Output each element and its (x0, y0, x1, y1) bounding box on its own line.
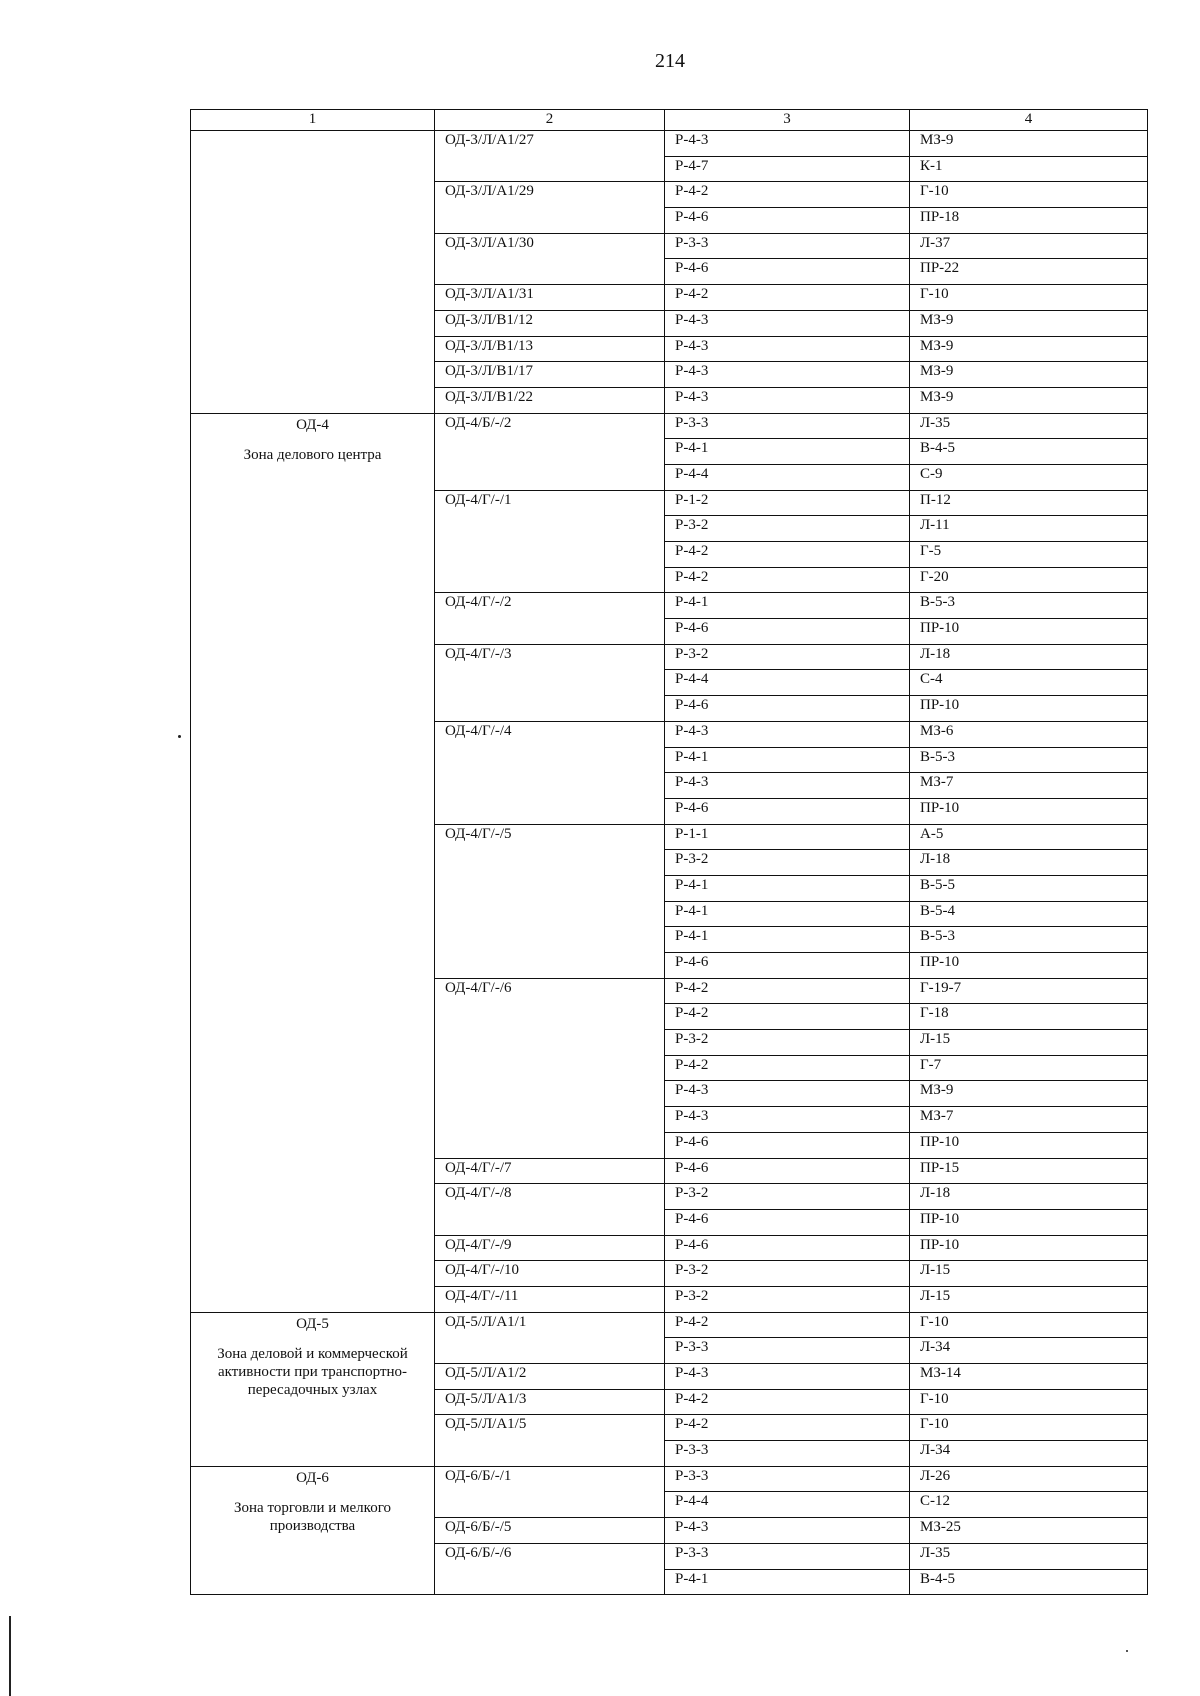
regulation-code: Р-4-3 (665, 773, 910, 799)
object-code: Г-10 (910, 1415, 1148, 1441)
table-row (191, 1466, 1148, 1492)
regulation-code: Р-4-3 (665, 310, 910, 336)
object-code: Л-11 (910, 516, 1148, 542)
object-code: Г-5 (910, 542, 1148, 568)
regulation-code: Р-3-3 (665, 233, 910, 259)
regulation-code: Р-3-3 (665, 1543, 910, 1569)
object-code: Л-35 (910, 413, 1148, 439)
subzone-code: ОД-4/Г/-/9 (435, 1235, 665, 1261)
regulation-code: Р-3-2 (665, 644, 910, 670)
regulation-code: Р-4-4 (665, 1492, 910, 1518)
object-code: МЗ-7 (910, 773, 1148, 799)
object-code: В-5-3 (910, 593, 1148, 619)
object-code: ПР-10 (910, 696, 1148, 722)
subzone-code: ОД-5/Л/А1/5 (435, 1415, 665, 1466)
regulation-code: Р-4-2 (665, 1415, 910, 1441)
regulation-code: Р-4-1 (665, 1569, 910, 1595)
object-code: МЗ-7 (910, 1107, 1148, 1133)
object-code: Л-34 (910, 1441, 1148, 1467)
subzone-code: ОД-4/Г/-/1 (435, 490, 665, 593)
object-code: В-5-4 (910, 901, 1148, 927)
subzone-code: ОД-3/Л/А1/31 (435, 285, 665, 311)
subzone-code: ОД-3/Л/А1/27 (435, 131, 665, 182)
zone-cell (191, 1466, 435, 1594)
regulation-code: Р-3-2 (665, 1261, 910, 1287)
regulation-code: Р-4-3 (665, 131, 910, 157)
object-code: Л-18 (910, 1184, 1148, 1210)
regulation-code: Р-4-1 (665, 875, 910, 901)
regulation-code: Р-4-6 (665, 1209, 910, 1235)
column-header: 4 (910, 110, 1148, 131)
regulation-code: Р-4-6 (665, 208, 910, 234)
object-code: Л-15 (910, 1261, 1148, 1287)
subzone-code: ОД-6/Б/-/5 (435, 1518, 665, 1544)
subzone-code: ОД-4/Г/-/5 (435, 824, 665, 978)
object-code: Л-35 (910, 1543, 1148, 1569)
object-code: МЗ-25 (910, 1518, 1148, 1544)
object-code: Г-20 (910, 567, 1148, 593)
object-code: МЗ-9 (910, 1081, 1148, 1107)
regulation-code: Р-3-3 (665, 1441, 910, 1467)
object-code: П-12 (910, 490, 1148, 516)
object-code: МЗ-14 (910, 1364, 1148, 1390)
table-row (191, 413, 1148, 439)
regulation-code: Р-3-2 (665, 516, 910, 542)
object-code: С-9 (910, 464, 1148, 490)
object-code: В-5-5 (910, 875, 1148, 901)
object-code: Л-26 (910, 1466, 1148, 1492)
regulation-code: Р-4-3 (665, 1081, 910, 1107)
object-code: МЗ-9 (910, 336, 1148, 362)
subzone-code: ОД-3/Л/А1/29 (435, 182, 665, 233)
object-code: МЗ-9 (910, 387, 1148, 413)
object-code: В-4-5 (910, 1569, 1148, 1595)
regulation-code: Р-4-3 (665, 362, 910, 388)
regulation-code: Р-4-3 (665, 387, 910, 413)
regulation-code: Р-4-6 (665, 696, 910, 722)
subzone-code: ОД-3/Л/В1/12 (435, 310, 665, 336)
regulation-code: Р-4-2 (665, 182, 910, 208)
regulation-code: Р-3-2 (665, 1286, 910, 1312)
regulation-code: Р-4-2 (665, 1312, 910, 1338)
object-code: МЗ-9 (910, 362, 1148, 388)
object-code: С-4 (910, 670, 1148, 696)
regulation-code: Р-4-7 (665, 156, 910, 182)
scan-speck (178, 735, 181, 738)
subzone-code: ОД-6/Б/-/1 (435, 1466, 665, 1517)
zone-code: ОД-5 (296, 1315, 329, 1332)
page-number: 214 (655, 50, 685, 72)
regulation-code: Р-4-2 (665, 567, 910, 593)
regulation-code: Р-4-2 (665, 978, 910, 1004)
regulation-code: Р-4-6 (665, 259, 910, 285)
object-code: С-12 (910, 1492, 1148, 1518)
subzone-code: ОД-4/Б/-/2 (435, 413, 665, 490)
subzone-code: ОД-5/Л/А1/1 (435, 1312, 665, 1363)
regulation-code: Р-3-3 (665, 413, 910, 439)
scan-edge-line (9, 1616, 11, 1696)
regulation-code: Р-4-1 (665, 593, 910, 619)
object-code: Г-19-7 (910, 978, 1148, 1004)
subzone-code: ОД-4/Г/-/11 (435, 1286, 665, 1312)
object-code: Г-10 (910, 1389, 1148, 1415)
object-code: Л-18 (910, 644, 1148, 670)
object-code: ПР-15 (910, 1158, 1148, 1184)
object-code: Г-18 (910, 1004, 1148, 1030)
subzone-code: ОД-3/Л/А1/30 (435, 233, 665, 284)
regulation-code: Р-4-6 (665, 1235, 910, 1261)
table-row (191, 1312, 1148, 1338)
subzone-code: ОД-5/Л/А1/2 (435, 1364, 665, 1390)
regulation-code: Р-3-3 (665, 1466, 910, 1492)
regulation-code: Р-1-1 (665, 824, 910, 850)
subzone-code: ОД-3/Л/В1/22 (435, 387, 665, 413)
regulation-code: Р-3-2 (665, 1184, 910, 1210)
regulation-code: Р-1-2 (665, 490, 910, 516)
regulation-code: Р-4-3 (665, 1518, 910, 1544)
object-code: ПР-10 (910, 1209, 1148, 1235)
object-code: Л-15 (910, 1030, 1148, 1056)
object-code: ПР-22 (910, 259, 1148, 285)
zone-code: ОД-4 (296, 416, 329, 433)
object-code: ПР-10 (910, 798, 1148, 824)
zone-name: Зона торговли и мелкого производства (234, 1499, 391, 1534)
column-header: 2 (435, 110, 665, 131)
regulation-code: Р-4-3 (665, 1107, 910, 1133)
object-code: Л-18 (910, 850, 1148, 876)
zone-name: Зона деловой и коммерческой активности при транспортно-пересадочных узлах (217, 1345, 408, 1398)
regulation-code: Р-4-1 (665, 747, 910, 773)
object-code: А-5 (910, 824, 1148, 850)
subzone-code: ОД-4/Г/-/7 (435, 1158, 665, 1184)
column-header: 1 (191, 110, 435, 131)
zone-cell (191, 131, 435, 414)
object-code: ПР-18 (910, 208, 1148, 234)
object-code: МЗ-9 (910, 131, 1148, 157)
zone-cell (191, 413, 435, 1312)
subzone-code: ОД-4/Г/-/2 (435, 593, 665, 644)
scan-speck (1126, 1650, 1128, 1652)
object-code: Г-7 (910, 1055, 1148, 1081)
regulation-code: Р-4-2 (665, 285, 910, 311)
subzone-code: ОД-3/Л/В1/13 (435, 336, 665, 362)
subzone-code: ОД-6/Б/-/6 (435, 1543, 665, 1594)
regulation-code: Р-3-3 (665, 1338, 910, 1364)
zoning-table (190, 109, 1148, 1595)
subzone-code: ОД-4/Г/-/8 (435, 1184, 665, 1235)
regulation-code: Р-4-1 (665, 901, 910, 927)
regulation-code: Р-4-3 (665, 1364, 910, 1390)
regulation-code: Р-4-3 (665, 336, 910, 362)
column-header: 3 (665, 110, 910, 131)
subzone-code: ОД-5/Л/А1/3 (435, 1389, 665, 1415)
object-code: К-1 (910, 156, 1148, 182)
object-code: Г-10 (910, 1312, 1148, 1338)
object-code: Г-10 (910, 182, 1148, 208)
object-code: ПР-10 (910, 619, 1148, 645)
object-code: В-4-5 (910, 439, 1148, 465)
object-code: Г-10 (910, 285, 1148, 311)
regulation-code: Р-4-6 (665, 798, 910, 824)
object-code: Л-37 (910, 233, 1148, 259)
object-code: ПР-10 (910, 953, 1148, 979)
regulation-code: Р-4-4 (665, 464, 910, 490)
regulation-code: Р-4-6 (665, 1158, 910, 1184)
regulation-code: Р-4-2 (665, 542, 910, 568)
table-row (191, 131, 1148, 157)
regulation-code: Р-4-4 (665, 670, 910, 696)
subzone-code: ОД-4/Г/-/4 (435, 721, 665, 824)
regulation-code: Р-3-2 (665, 1030, 910, 1056)
regulation-code: Р-4-3 (665, 721, 910, 747)
subzone-code: ОД-4/Г/-/10 (435, 1261, 665, 1287)
regulation-code: Р-4-6 (665, 1132, 910, 1158)
object-code: ПР-10 (910, 1132, 1148, 1158)
regulation-code: Р-4-1 (665, 927, 910, 953)
regulation-code: Р-4-6 (665, 953, 910, 979)
object-code: В-5-3 (910, 927, 1148, 953)
zone-cell (191, 1312, 435, 1466)
regulation-code: Р-4-2 (665, 1055, 910, 1081)
regulation-code: Р-3-2 (665, 850, 910, 876)
subzone-code: ОД-4/Г/-/6 (435, 978, 665, 1158)
object-code: Л-15 (910, 1286, 1148, 1312)
subzone-code: ОД-3/Л/В1/17 (435, 362, 665, 388)
regulation-code: Р-4-2 (665, 1004, 910, 1030)
regulation-code: Р-4-2 (665, 1389, 910, 1415)
zone-code: ОД-6 (296, 1469, 329, 1486)
object-code: ПР-10 (910, 1235, 1148, 1261)
object-code: В-5-3 (910, 747, 1148, 773)
table-header-row (191, 110, 1148, 131)
subzone-code: ОД-4/Г/-/3 (435, 644, 665, 721)
object-code: Л-34 (910, 1338, 1148, 1364)
regulation-code: Р-4-1 (665, 439, 910, 465)
zone-name: Зона делового центра (243, 446, 382, 463)
object-code: МЗ-9 (910, 310, 1148, 336)
regulation-code: Р-4-6 (665, 619, 910, 645)
object-code: МЗ-6 (910, 721, 1148, 747)
